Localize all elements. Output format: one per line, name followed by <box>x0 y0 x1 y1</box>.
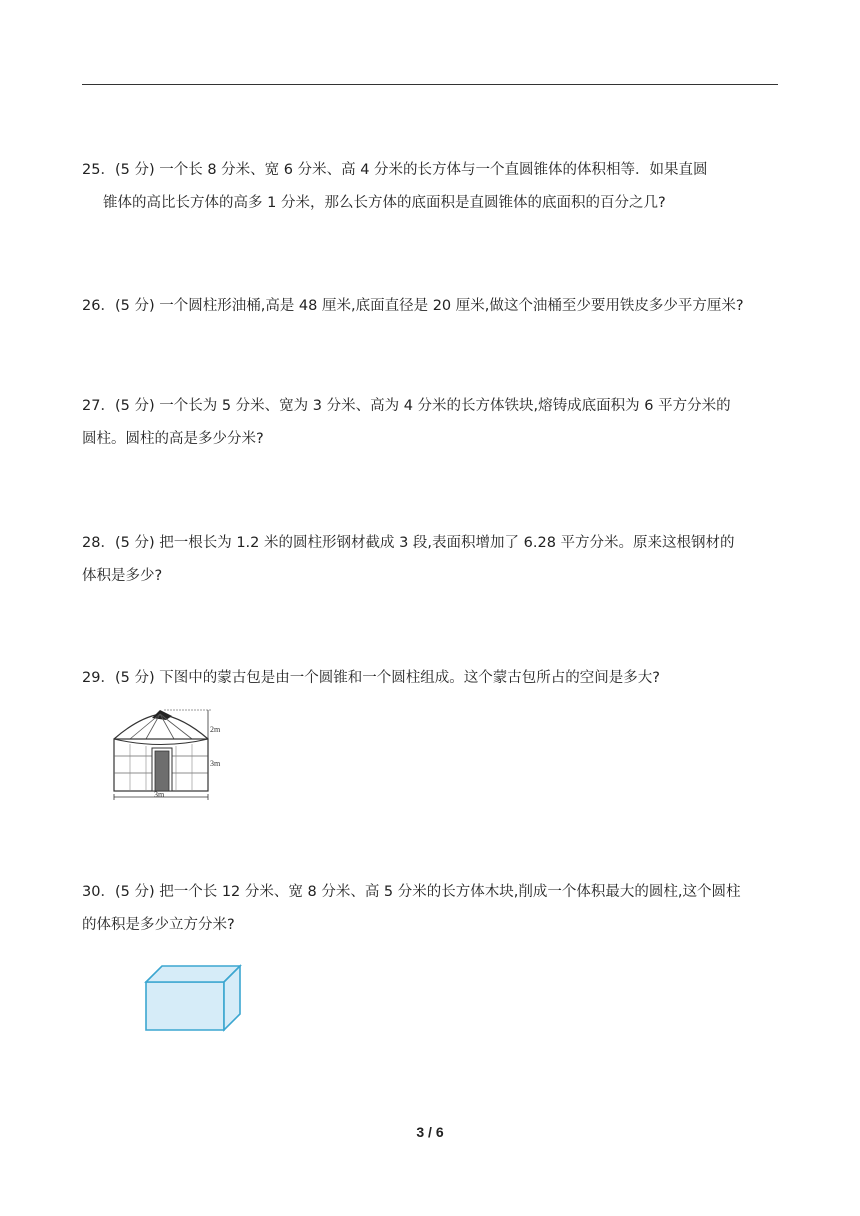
question-25 <box>82 154 782 220</box>
question-25-line2: 锥体的高比长方体的高多 1 分米，那么长方体的底面积是直圆锥体的底面积的百分之几? <box>103 195 666 211</box>
yurt-figure <box>108 706 238 802</box>
header-rule <box>82 84 778 85</box>
question-30-line2: 的体积是多少立方分米? <box>82 917 235 933</box>
question-28-line1: 28．(5 分) 把一根长为 1.2 米的圆柱形钢材截成 3 段,表面积增加了 6.28 平方分米。原来这根钢材的 <box>82 535 735 551</box>
question-27-line2: 圆柱。圆柱的高是多少分米? <box>82 431 264 447</box>
question-28-line2: 体积是多少? <box>82 568 163 584</box>
question-27-line1: 27．(5 分) 一个长为 5 分米、宽为 3 分米、高为 4 分米的长方体铁块,熔铸成底面积为 6 平方分米的 <box>82 398 731 414</box>
yurt-cone-height-label: 2m <box>210 725 221 734</box>
page-number: 3 / 6 <box>416 1124 444 1140</box>
question-26-line1: 26．(5 分) 一个圆柱形油桶,高是 48 厘米,底面直径是 20 厘米,做这个油桶至少要用铁皮多少平方厘米? <box>82 298 744 314</box>
question-30 <box>82 876 782 942</box>
cuboid-front-face <box>146 982 224 1030</box>
question-30-line1: 30．(5 分) 把一个长 12 分米、宽 8 分米、高 5 分米的长方体木块,削成一个体积最大的圆柱,这个圆柱 <box>82 884 741 900</box>
question-28 <box>82 527 782 593</box>
question-25-line1: 25．(5 分) 一个长 8 分米、宽 6 分米、高 4 分米的长方体与一个直圆锥体的体积相等．如果直圆 <box>82 162 708 178</box>
question-26 <box>82 290 782 323</box>
yurt-cylinder-height-label: 3m <box>210 759 221 768</box>
question-29 <box>82 662 782 695</box>
yurt-door <box>155 751 169 791</box>
cuboid-figure <box>142 962 246 1034</box>
question-27 <box>82 390 782 456</box>
yurt-diameter-label: 3m <box>154 790 165 799</box>
question-29-line1: 29．(5 分) 下图中的蒙古包是由一个圆锥和一个圆柱组成。这个蒙古包所占的空间是多大? <box>82 670 660 686</box>
